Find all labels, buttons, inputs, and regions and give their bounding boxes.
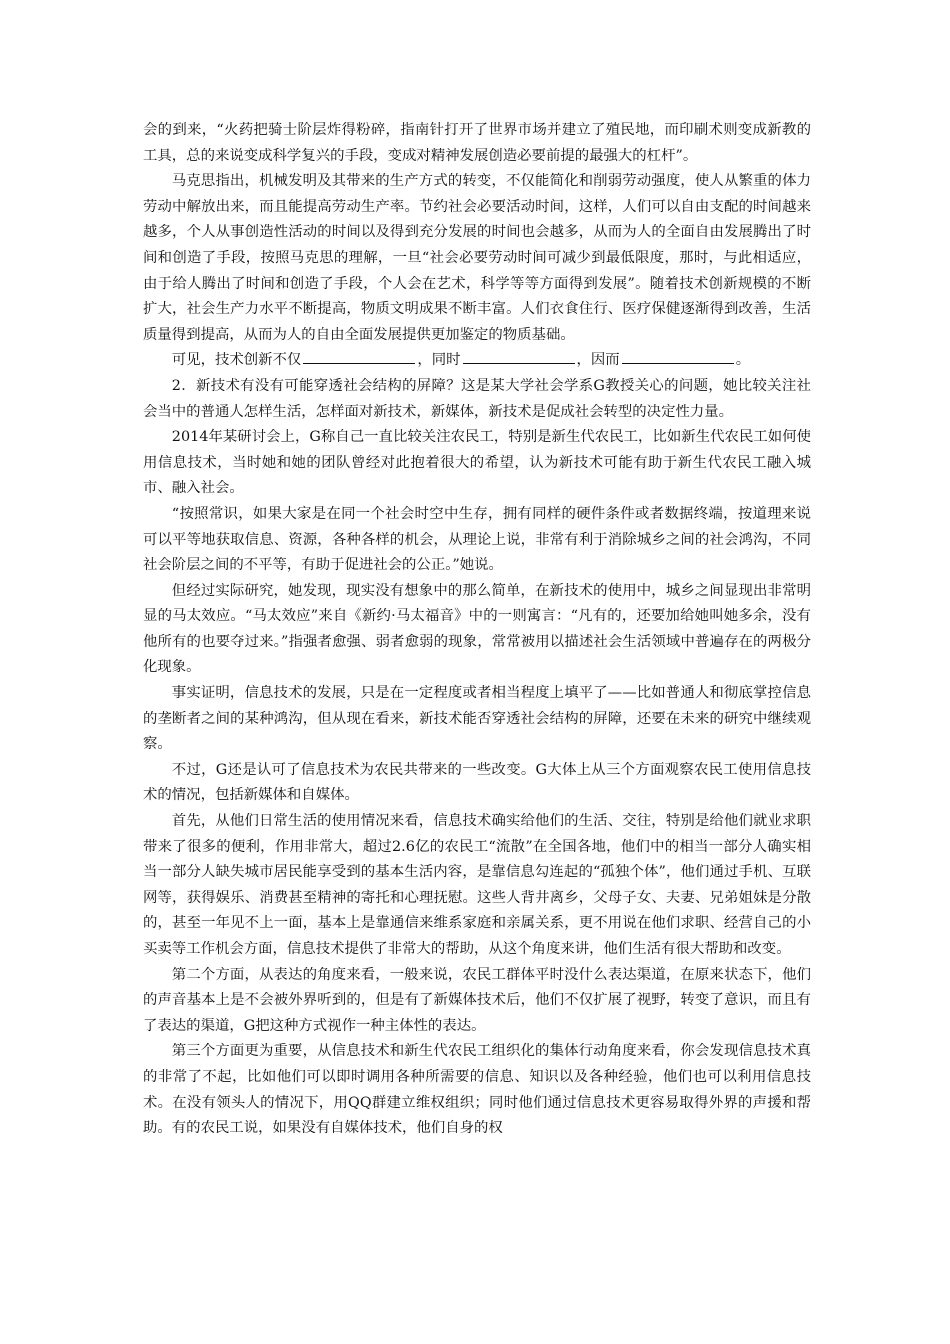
paragraph-seminar: 2014年某研讨会上，G称自己一直比较关注农民工，特别是新生代农民工，比如新生代农民工如何使用信息技术，当时她和她的团队曾经对此抱着很大的希望，认为新技术可能有助于新生代农民工融入城市、融入社会。 xyxy=(143,429,811,497)
fill-in-blank-question xyxy=(143,348,811,374)
paragraph-continuation: 会的到来，“火药把骑士阶层炸得粉碎，指南针打开了世界市场并建立了殖民地，而印刷术则变成新教的工具，总的来说变成科学复兴的手段，变成对精神发展创造必要前提的最强大的杠杆”。 xyxy=(143,122,811,164)
paragraph-matthew-effect: 但经过实际研究，她发现，现实没有想象中的那么简单，在新技术的使用中，城乡之间显现出非常明显的马太效应。“马太效应”来自《新约·马太福音》中的一则寓言：“凡有的，还要加给她叫她多余，没有他所有的也要夺过来。”指强者愈强、弱者愈弱的现象，常常被用以描述社会生活领域中普遍存在的两极分化现象。 xyxy=(143,582,811,676)
paragraph-quote: “按照常识，如果大家是在同一个社会时空中生存，拥有同样的硬件条件或者数据终端，按道理来说可以平等地获取信息、资源，各种各样的机会，从理论上说，非常有利于消除城乡之间的社会鸿沟，不同社会阶层之间的不平等，有助于促进社会的公正。”她说。 xyxy=(143,505,811,574)
fill-blank-text-3: ，因而 xyxy=(576,352,620,369)
fill-blank-text-2: ，同时 xyxy=(417,352,461,369)
fill-blank-text-4: 。 xyxy=(735,352,751,369)
paragraph-facts: 事实证明，信息技术的发展，只是在一定程度或者相当程度上填平了——比如普通人和彻底掌控信息的垄断者之间的某种鸿沟，但从现在看来，新技术能否穿透社会结构的屏障，还要在未来的研究中继续观察。 xyxy=(143,685,811,753)
fill-blank-text-1: 可见，技术创新不仅 xyxy=(171,352,302,369)
paragraph-marx: 马克思指出，机械发明及其带来的生产方式的转变，不仅能简化和削弱劳动强度，使人从繁重的体力劳动中解放出来，而且能提高劳动生产率。节约社会必要活动时间，这样，人们可以自由支配的时间越来越多，个人从事创造性活动的时间以及得到充分发展的时间也会越多，从而为人的全面自由发展腾出了时间和创造了手段，按照马克思的理解，一旦“社会必要劳动时间可减少到最低限度，那时，与此相适应，由于给人腾出了时间和创造了手段，个人会在艺术，科学等等方面得到发展”。随着技术创新规模的不断扩大，社会生产力水平不断提高，物质文明成果不断丰富。人们衣食住行、医疗保健逐渐得到改善，生活质量得到提高，从而为人的自由全面发展提供更加鉴定的物质基础。 xyxy=(143,173,811,343)
answer-blank-1[interactable] xyxy=(303,348,415,364)
document-page xyxy=(143,118,811,1142)
paragraph-three-aspects: 不过，G还是认可了信息技术为农民共带来的一些改变。G大体上从三个方面观察农民工使用信息技术的情况，包括新媒体和自媒体。 xyxy=(143,761,811,804)
answer-blank-3[interactable] xyxy=(622,348,734,364)
paragraph-second-aspect: 第二个方面，从表达的角度来看，一般来说，农民工群体平时没什么表达渠道，在原来状态下，他们的声音基本上是不会被外界听到的，但是有了新媒体技术后，他们不仅扩展了视野，转变了意识，而且有了表达的渠道，G把这种方式视作一种主体性的表达。 xyxy=(143,966,811,1034)
paragraph-third-aspect: 第三个方面更为重要，从信息技术和新生代农民工组织化的集体行动角度来看，你会发现信息技术真的非常了不起，比如他们可以即时调用各种所需要的信息、知识以及各种经验，他们也可以利用信息技术。在没有领头人的情况下，用QQ群建立维权组织；同时他们通过信息技术更容易取得外界的声援和帮助。有的农民工说，如果没有自媒体技术，他们自身的权 xyxy=(143,1043,811,1137)
paragraph-first-aspect: 首先，从他们日常生活的使用情况来看，信息技术确实给他们的生活、交往，特别是给他们就业求职带来了很多的便利，作用非常大，超过2.6亿的农民工“流散”在全国各地，他们中的相当一部分人确实相当一部分人缺失城市居民能享受到的基本生活内容，是靠信息勾连起的“孤独个体”，他们通过手机、互联网等，获得娱乐、消费甚至精神的寄托和心理抚慰。这些人背井离乡，父母子女、夫妻、兄弟姐妹是分散的，甚至一年见不上一面，基本上是靠通信来维系家庭和亲属关系，更不用说在他们求职、经营自己的小买卖等工作机会方面，信息技术提供了非常大的帮助，从这个角度来讲，他们生活有很大帮助和改变。 xyxy=(143,813,811,957)
answer-blank-2[interactable] xyxy=(463,348,575,364)
question-2-intro: 2．新技术有没有可能穿透社会结构的屏障？这是某大学社会学系G教授关心的问题，她比较关注社会当中的普通人怎样生活，怎样面对新技术，新媒体，新技术是促成社会转型的决定性力量。 xyxy=(143,377,811,420)
